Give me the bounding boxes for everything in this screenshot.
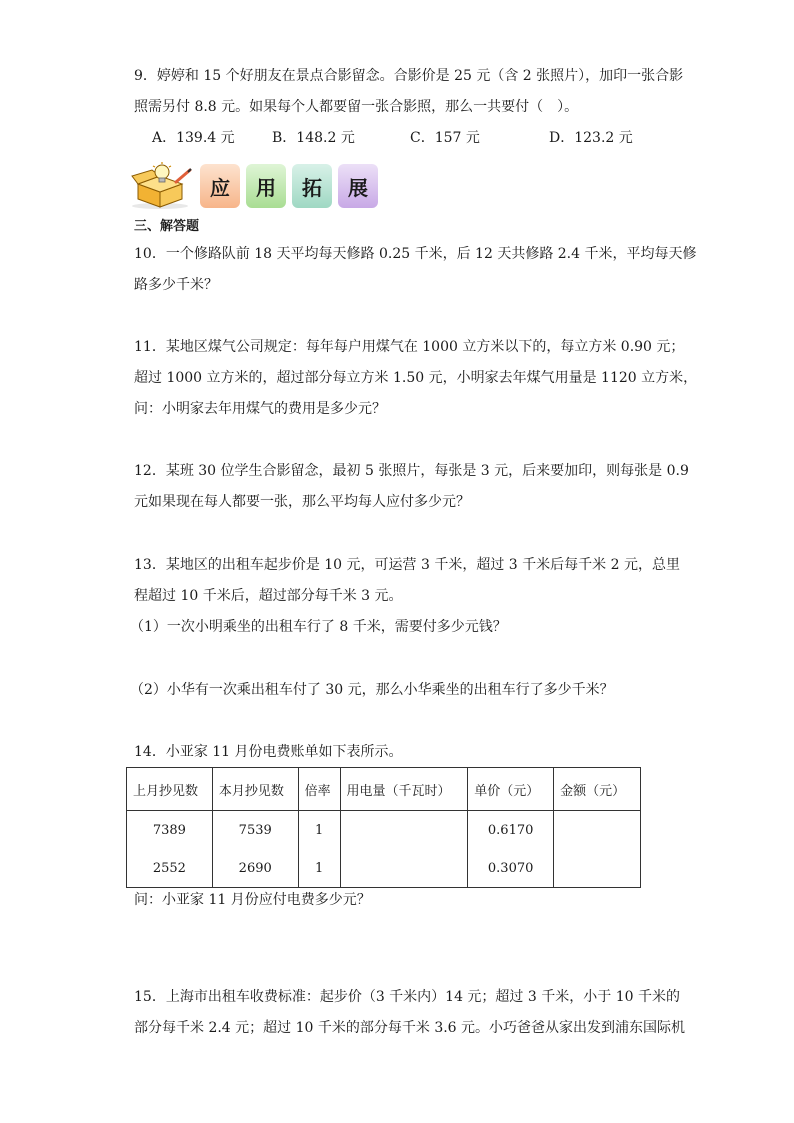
header-unit-price: 单价（元） (468, 768, 554, 811)
section-banner (130, 162, 390, 212)
header-amount: 金额（元） (554, 768, 641, 811)
banner-tile-3: 拓 (292, 164, 332, 208)
q10-line-1: 10．一个修路队前 18 天平均每天修路 0.25 千米，后 12 天共修路 2.4 千米，平均每天修 (134, 246, 697, 262)
curr-reading-1: 7539 (238, 822, 272, 838)
q13-sub-question-2: （2）小华有一次乘出租车付了 30 元，那么小华乘坐的出租车行了多少千米？ (130, 682, 614, 698)
section-title: 三、解答题 (134, 219, 200, 234)
prev-reading-2: 2552 (152, 860, 186, 876)
header-curr-reading: 本月抄见数 (212, 768, 298, 811)
rate-1: 1 (314, 822, 324, 838)
q11-line-3: 问：小明家去年用煤气的费用是多少元？ (134, 401, 386, 417)
header-prev-reading: 上月抄见数 (127, 768, 213, 811)
q10-line-2: 路多少千米？ (134, 277, 218, 293)
q9-option-d: D．123.2 元 (549, 130, 633, 146)
unit-price-1: 0.6170 (487, 822, 534, 838)
table-row (127, 811, 641, 888)
q11-line-2: 超过 1000 立方米的，超过部分每立方米 1.50 元，小明家去年煤气用量是 1120 立方米， (134, 370, 698, 386)
q12-line-1: 12．某班 30 位学生合影留念，最初 5 张照片，每张是 3 元，后来要加印，则每张是 0.9 (134, 463, 689, 479)
prev-reading-cell (127, 811, 213, 888)
curr-reading-cell (212, 811, 298, 888)
usage-cell (340, 811, 468, 888)
q9-option-b: B．148.2 元 (272, 130, 355, 146)
q13-line-2: 程超过 10 千米后，超过部分每千米 3 元。 (134, 588, 403, 604)
q11-line-1: 11．某地区煤气公司规定：每年每户用煤气在 1000 立方米以下的，每立方米 0.90 元； (134, 339, 685, 355)
q14-intro: 14．小亚家 11 月份电费账单如下表所示。 (134, 744, 403, 760)
rate-2: 1 (314, 860, 324, 876)
unit-price-2: 0.3070 (487, 860, 534, 876)
header-rate: 倍率 (298, 768, 340, 811)
q9-line-1: 9．婷婷和 15 个好朋友在景点合影留念。合影价是 25 元（含 2 张照片），加印一张合影 (134, 68, 684, 84)
banner-tile-1: 应 (200, 164, 240, 208)
q15-line-1: 15．上海市出租车收费标准：起步价（3 千米内）14 元；超过 3 千米，小于 10 千米的 (134, 989, 680, 1005)
curr-reading-2: 2690 (238, 860, 272, 876)
prev-reading-1: 7389 (152, 822, 186, 838)
q15-line-2: 部分每千米 2.4 元；超过 10 千米的部分每千米 3.6 元。小巧爸爸从家出发到浦东国际机 (134, 1020, 686, 1036)
banner-tile-4: 展 (338, 164, 378, 208)
header-usage: 用电量（千瓦时） (340, 768, 468, 811)
lightbulb-box-icon (130, 162, 194, 210)
q9-line-2: 照需另付 8.8 元。如果每个人都要留一张合影照，那么一共要付（ ）。 (134, 99, 579, 115)
q9-option-c: C．157 元 (410, 130, 480, 146)
q14-question: 问：小亚家 11 月份应付电费多少元？ (134, 892, 371, 908)
rate-cell (298, 811, 340, 888)
q9-option-a: A．139.4 元 (152, 130, 235, 146)
q13-sub-question-1: （1）一次小明乘坐的出租车行了 8 千米，需要付多少元钱？ (130, 619, 507, 635)
banner-tile-2: 用 (246, 164, 286, 208)
unit-price-cell (468, 811, 554, 888)
electricity-bill-table (126, 767, 641, 888)
table-header-row (127, 768, 641, 811)
amount-cell (554, 811, 641, 888)
q12-line-2: 元如果现在每人都要一张，那么平均每人应付多少元？ (134, 494, 470, 510)
q13-line-1: 13．某地区的出租车起步价是 10 元，可运营 3 千米，超过 3 千米后每千米 2 元，总里 (134, 557, 680, 573)
